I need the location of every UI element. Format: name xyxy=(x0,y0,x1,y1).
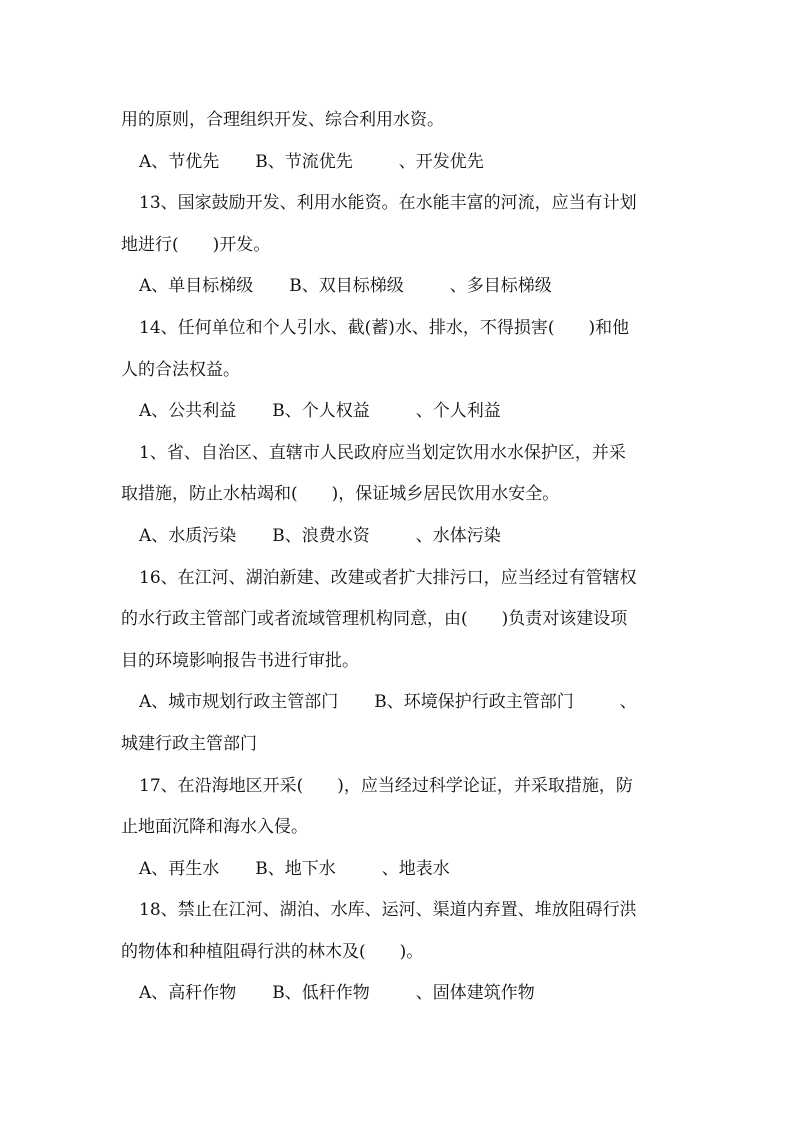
options-q14 xyxy=(121,391,677,433)
option-c: 、多目标梯级 xyxy=(449,276,552,297)
question-16: 16、在江河、湖泊新建、改建或者扩大排污口，应当经过有管辖权 xyxy=(139,567,637,588)
option-b: B、地下水 xyxy=(255,858,336,879)
option-a: A、高秆作物 xyxy=(139,983,237,1004)
text-line: 的物体和种植阻碍行洪的林木及( )。 xyxy=(121,941,424,962)
question-15: 1、省、自治区、直辖市人民政府应当划定饮用水水保护区，并采 xyxy=(139,442,626,463)
text-line: 城建行政主管部门 xyxy=(121,733,257,754)
option-c: 、 xyxy=(619,692,637,713)
options-q16 xyxy=(121,682,677,724)
option-b: B、个人权益 xyxy=(272,401,370,422)
question-17: 17、在沿海地区开采( )，应当经过科学论证，并采取措施，防 xyxy=(139,775,633,796)
question-18: 18、禁止在江河、湖泊、水库、运河、渠道内弃置、堆放阻碍行洪 xyxy=(139,900,637,921)
options-q15 xyxy=(121,516,677,558)
option-b: B、节流优先 xyxy=(255,151,353,172)
option-a: A、城市规划行政主管部门 xyxy=(139,692,339,713)
option-c: 、固体建筑作物 xyxy=(415,983,535,1004)
option-c: 、地表水 xyxy=(381,858,450,879)
option-a: A、再生水 xyxy=(139,858,220,879)
text-line: 目的环境影响报告书进行审批。 xyxy=(121,650,359,671)
question-14: 14、任何单位和个人引水、截(蓄)水、排水，不得损害( )和他 xyxy=(139,317,630,338)
options-q18 xyxy=(121,973,677,1015)
option-a: A、公共利益 xyxy=(139,401,237,422)
options-q17 xyxy=(121,849,677,891)
text-line: 人的合法权益。 xyxy=(121,359,240,380)
options-q13 xyxy=(121,266,677,308)
text-line: 取措施，防止水枯竭和( )，保证城乡居民饮用水安全。 xyxy=(121,484,560,505)
text-line: 的水行政主管部门或者流域管理机构同意，由( )负责对该建设项 xyxy=(121,609,628,630)
text-line: 止地面沉降和海水入侵。 xyxy=(121,817,308,838)
text-line: 地进行( )开发。 xyxy=(121,234,271,255)
text-line: 用的原则，合理组织开发、综合利用水资。 xyxy=(121,110,444,130)
option-c: 、开发优先 xyxy=(398,151,484,172)
option-a: A、单目标梯级 xyxy=(139,276,254,297)
option-b: B、双目标梯级 xyxy=(289,276,404,297)
option-b: B、环境保护行政主管部门 xyxy=(374,692,574,713)
question-13: 13、国家鼓励开发、利用水能资。在水能丰富的河流，应当有计划 xyxy=(139,193,637,214)
option-c: 、个人利益 xyxy=(415,401,501,422)
option-b: B、浪费水资 xyxy=(272,525,370,546)
document-page xyxy=(121,100,677,1015)
option-c: 、水体污染 xyxy=(415,525,501,546)
option-a: A、水质污染 xyxy=(139,525,237,546)
option-a: A、节优先 xyxy=(139,151,220,172)
options-q12 xyxy=(121,142,677,184)
option-b: B、低秆作物 xyxy=(272,983,370,1004)
